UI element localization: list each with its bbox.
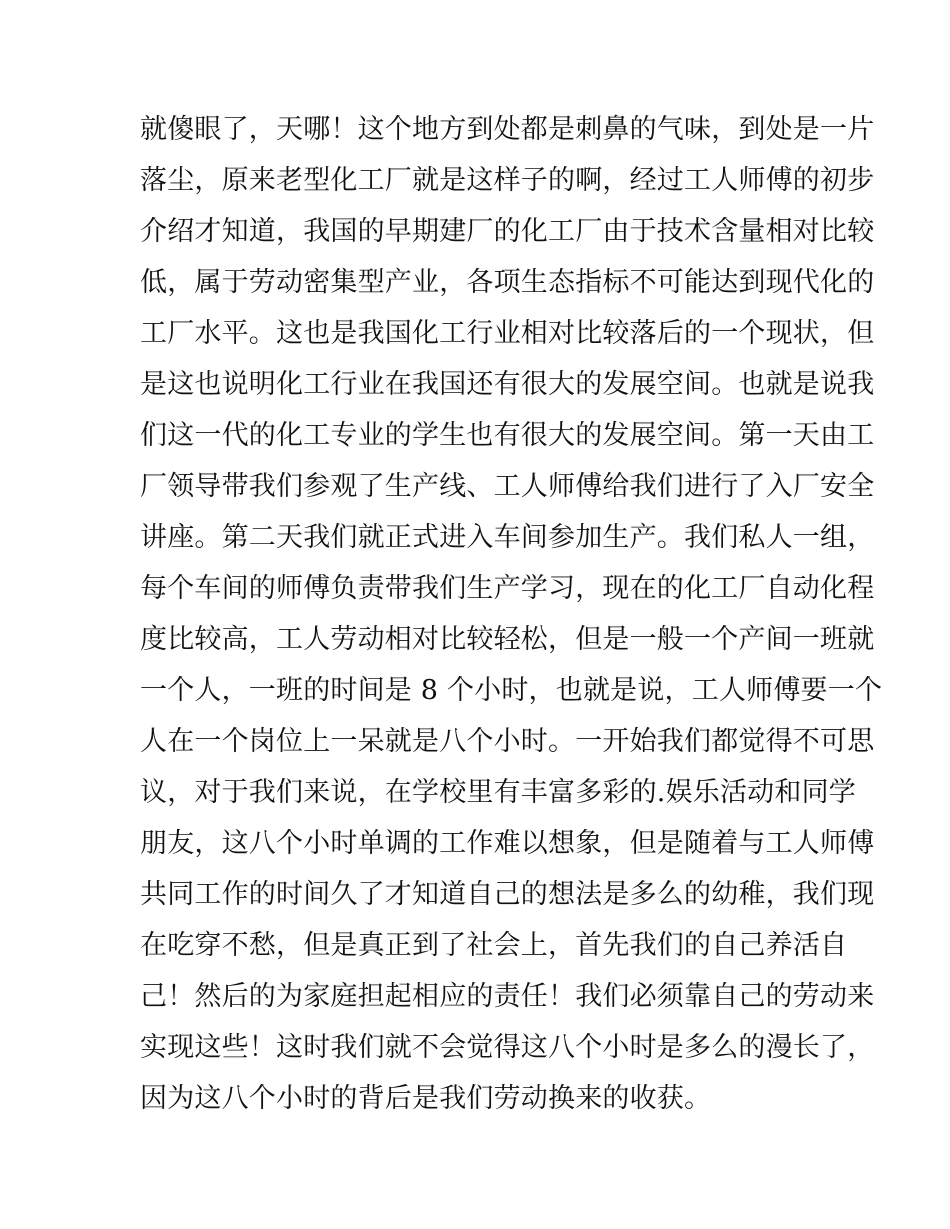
text-line: 因为这八个小时的背后是我们劳动换来的收获。 [140, 1083, 712, 1114]
text-line: 一个人，一班的时间是 8 个小时，也就是说，工人师傅要一个 [140, 675, 883, 706]
text-line: 就傻眼了，天哪！这个地方到处都是刺鼻的气味，到处是一片 [140, 114, 875, 145]
text-line: 低，属于劳动密集型产业，各项生态指标不可能达到现代化的 [140, 267, 875, 298]
text-line: 们这一代的化工专业的学生也有很大的发展空间。第一天由工 [140, 420, 875, 451]
text-line: 实现这些！这时我们就不会觉得这八个小时是多么的漫长了， [140, 1032, 875, 1063]
text-line: 度比较高，工人劳动相对比较轻松，但是一般一个产间一班就 [140, 624, 875, 655]
text-line: 议，对于我们来说，在学校里有丰富多彩的.娱乐活动和同学 [140, 777, 856, 808]
text-line: 在吃穿不愁，但是真正到了社会上，首先我们的自己养活自 [140, 930, 848, 961]
text-line: 介绍才知道，我国的早期建厂的化工厂由于技术含量相对比较 [140, 216, 875, 247]
text-line: 工厂水平。这也是我国化工行业相对比较落后的一个现状，但 [140, 318, 875, 349]
text-line: 人在一个岗位上一呆就是八个小时。一开始我们都觉得不可思 [140, 726, 875, 757]
text-line: 朋友，这八个小时单调的工作难以想象，但是随着与工人师傅 [140, 828, 875, 859]
body-paragraph [140, 104, 883, 1124]
text-line: 讲座。第二天我们就正式进入车间参加生产。我们私人一组， [140, 522, 875, 553]
text-line: 己！然后的为家庭担起相应的责任！我们必须靠自己的劳动来 [140, 981, 875, 1012]
text-line: 落尘，原来老型化工厂就是这样子的啊，经过工人师傅的初步 [140, 165, 875, 196]
text-line: 共同工作的时间久了才知道自己的想法是多么的幼稚，我们现 [140, 879, 875, 910]
text-line: 厂领导带我们参观了生产线、工人师傅给我们进行了入厂安全 [140, 471, 875, 502]
text-line: 每个车间的师傅负责带我们生产学习，现在的化工厂自动化程 [140, 573, 875, 604]
text-line: 是这也说明化工行业在我国还有很大的发展空间。也就是说我 [140, 369, 875, 400]
